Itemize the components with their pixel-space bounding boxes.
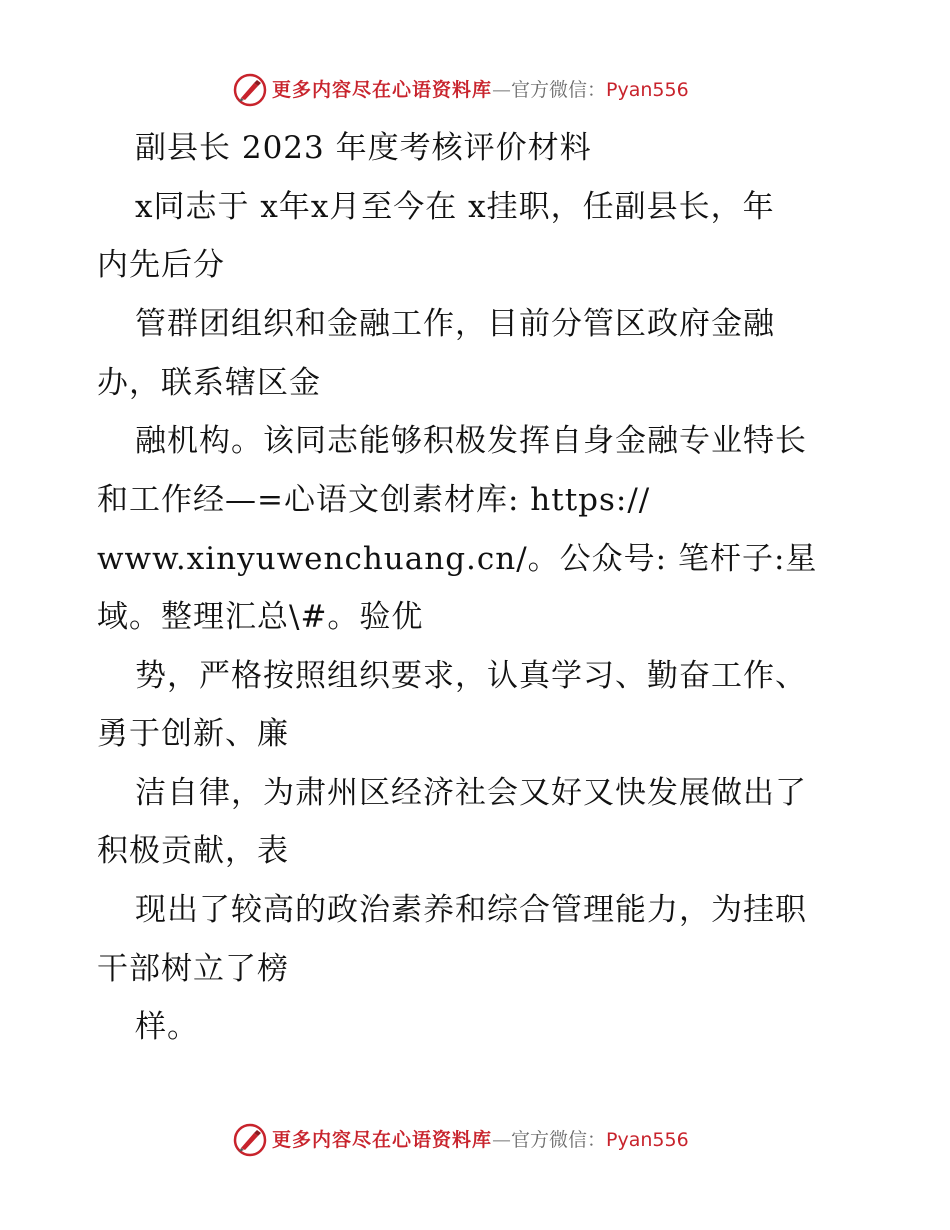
document-line-10: 勇于创新、廉 [97, 716, 289, 752]
document-line-3: 管群团组织和金融工作，目前分管区政府金融 [135, 306, 775, 342]
header-banner-text [272, 78, 689, 102]
document-line-5: 融机构。该同志能够积极发挥自身金融专业特长 [135, 423, 807, 459]
footer-banner [0, 1120, 950, 1160]
header-banner-brand: 更多内容尽在心语资料库 [272, 79, 493, 101]
document-line-4: 办，联系辖区金 [97, 365, 321, 401]
document-line-14: 干部树立了榜 [97, 951, 289, 987]
document-line-2: 内先后分 [97, 247, 225, 283]
footer-banner-brand: 更多内容尽在心语资料库 [272, 1129, 493, 1151]
header-banner [0, 70, 950, 110]
document-line-8: 域。整理汇总\#。验优 [97, 599, 424, 635]
footer-banner-wechat-label: 官方微信： [511, 1129, 607, 1151]
header-banner-wechat-label: 官方微信： [511, 79, 607, 101]
document-line-13: 现出了较高的政治素养和综合管理能力，为挂职 [135, 892, 807, 928]
footer-banner-separator: — [492, 1129, 512, 1151]
pen-logo-icon [232, 1122, 268, 1158]
document-line-15: 样。 [135, 1009, 199, 1045]
document-title: 副县长 2023 年度考核评价材料 [135, 130, 592, 166]
footer-banner-wechat-id: Pyan556 [606, 1129, 689, 1151]
document-line-9: 势，严格按照组织要求，认真学习、勤奋工作、 [135, 658, 807, 694]
document-line-1: x同志于 x年x月至今在 x挂职，任副县长，年 [135, 189, 775, 225]
pen-logo-icon [232, 72, 268, 108]
document-line-12: 积极贡献，表 [97, 833, 289, 869]
footer-banner-text [272, 1128, 689, 1152]
document-line-7: www.xinyuwenchuang.cn/。公众号: 笔杆子:星 [97, 541, 818, 577]
header-banner-wechat-id: Pyan556 [606, 79, 689, 101]
document-line-11: 洁自律，为肃州区经济社会又好又快发展做出了 [135, 775, 807, 811]
document-line-6: 和工作经—=心语文创素材库: https:// [97, 482, 651, 518]
header-banner-separator: — [492, 79, 512, 101]
